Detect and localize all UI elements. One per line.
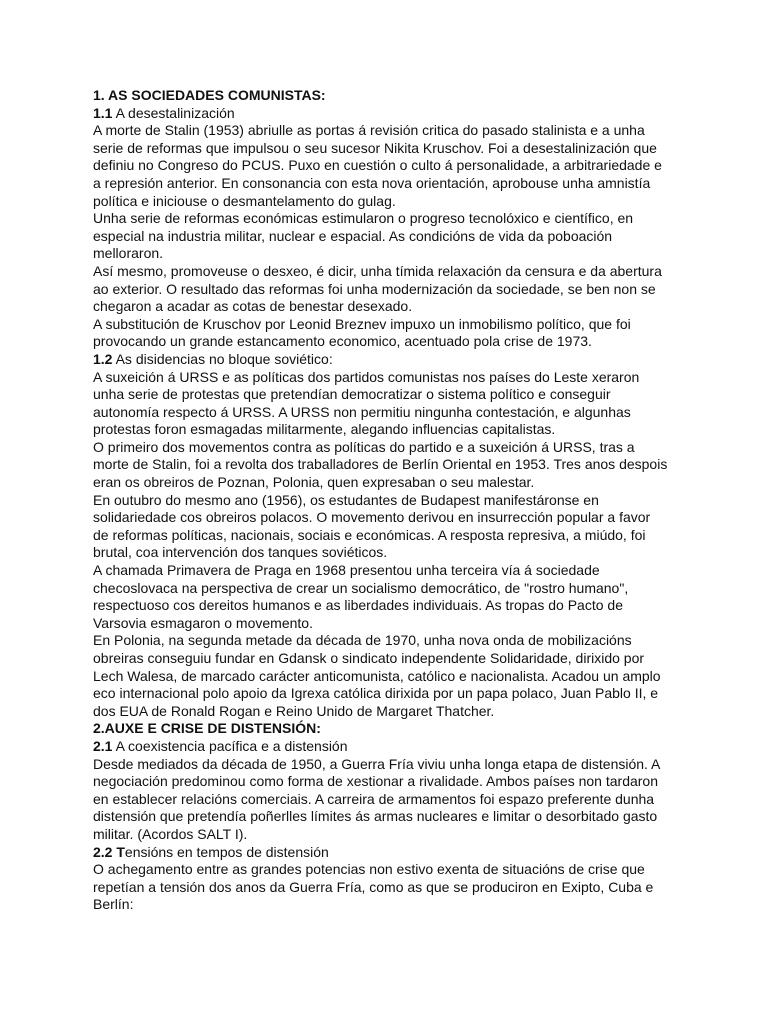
paragraph-block-1-1 [93,122,679,351]
paragraph-block-1-2 [93,369,679,721]
text-line: brutal, coa intervención dos tanques soviéticos. [93,544,388,561]
text-line: Unha serie de reformas económicas estimularon o progreso tecnolóxico e científico, en [93,210,634,227]
subsection-heading-1-2 [93,351,679,369]
text-line: solidariedade cos obreiros polacos. O movemento derivou en insurrección popular a favor [93,509,651,526]
text-line: Así mesmo, promoveuse o desxeo, é dicir, unha tímida relaxación da censura e da abertura [93,262,662,279]
text-line: O primeiro dos movementos contra as políticas do partido e a suxeición á URSS, tras a [93,438,635,455]
text-line: unha serie de protestas que pretendían democratizar o sistema político e conseguir [93,386,611,403]
text-line: A morte de Stalin (1953) abriulle as portas á revisión critica do pasado stalinista e a unha [93,122,645,139]
text-line: a represión anterior. En consonancia con esta nova orientación, aprobouse unha amnistía [93,174,651,191]
text-line: Berlín: [93,896,134,913]
text-line: en establecer relacións comerciais. A carreira de armamentos foi espazo preferente dunha [93,790,655,807]
subsection-title: ensións en tempos de distensión [124,843,329,860]
text-line: autonomía respecto á URSS. A URSS non permitiu ningunha contestación, e algunhas [93,403,631,420]
document-body [93,87,679,914]
text-line: morte de Stalin, foi a revolta dos traballadores de Berlín Oriental en 1953. Tres anos despois [93,456,668,473]
subsection-title: A desestalinización [112,104,235,121]
text-line: chegaron a acadar as cotas de benestar desexado. [93,298,413,315]
subsection-heading-2-1 [93,738,679,756]
text-line: negociación predominou como forma de xestionar a rivalidade. Ambos países non tardaron [93,773,658,790]
subsection-heading-1-1 [93,105,679,123]
text-line: política e iniciouse o desmantelamento do gulag. [93,192,396,209]
subsection-title: A coexistencia pacífica e a distensión [112,737,348,754]
text-line: protestas foron esmagadas militarmente, alegando influencias capitalistas. [93,421,556,438]
text-line: Lech Walesa, de marcado carácter anticomunista, católico e nacionalista. Acadou un amplo [93,667,661,684]
subsection-number: 2.2 T [93,843,125,860]
text-line: eco internacional polo apoio da Igrexa católica dirixida por un papa polaco, Juan Pablo II, e [93,685,659,702]
text-line: obreiras conseguiu fundar en Gdansk o sindicato independente Solidaridade, dirixido por [93,650,645,666]
text-line: de reformas políticas, nacionais, sociais e económicas. A resposta represiva, a miúdo, foi [93,526,646,543]
text-line: O achegamento entre as grandes potencias non estivo exenta de situacións de crise que [93,861,645,878]
text-line: En outubro do mesmo ano (1956), os estudantes de Budapest manifestáronse en [93,491,599,508]
text-line: En Polonia, na segunda metade da década de 1970, unha nova onda de mobilizacións [93,632,632,649]
text-line: Varsovia esmagaron o movemento. [93,614,313,631]
text-line: A substitución de Kruschov por Leonid Breznev impuxo un inmobilismo político, que foi [93,315,631,332]
text-line: A chamada Primavera de Praga en 1968 presentou unha terceira vía á sociedade [93,562,600,579]
text-line: checoslovaca na perspectiva de crear un socialismo democrático, de "rostro humano", [93,579,629,596]
section-heading-2: 2.AUXE E CRISE DE DISTENSIÓN: [93,720,321,737]
text-line: repetían a tensión dos anos da Guerra Fría, como as que se produciron en Exipto, Cuba e [93,878,654,895]
paragraph-block-2-1 [93,756,679,844]
text-line: serie de reformas que impulsou o seu sucesor Nikita Kruschov. Foi a desestalinización que [93,139,657,156]
text-line: militar. (Acordos SALT I). [93,825,248,842]
paragraph-block-2-2 [93,861,679,914]
text-line: definiu no Congreso do PCUS. Puxo en cuestión o culto á personalidade, a arbitrariedade e [93,157,662,174]
subsection-number: 1.1 [93,104,113,121]
text-line: dos EUA de Ronald Rogan e Reino Unido de Margaret Thatcher. [93,702,495,719]
text-line: respectuoso cos dereitos humanos e as liberdades individuais. As tropas do Pacto de [93,597,623,614]
text-line: especial na industria militar, nuclear e espacial. As condicións de vida da poboación [93,227,613,244]
subsection-heading-2-2 [93,844,679,862]
text-line: distensión que pretendía poñerlles límites ás armas nucleares e limitar o desorbitado gasto [93,808,658,825]
section-heading-1: 1. AS SOCIEDADES COMUNISTAS: [93,87,326,103]
text-line: A suxeición á URSS e as políticas dos partidos comunistas nos países do Leste xeraron [93,368,640,385]
subsection-number: 1.2 [93,350,113,367]
text-line: eran os obreiros de Poznan, Polonia, quen expresaban o seu malestar. [93,474,535,491]
text-line: melloraron. [93,245,164,262]
text-line: provocando un grande estancamento economico, acentuado pola crise de 1973. [93,333,592,350]
subsection-number: 2.1 [93,737,113,754]
text-line: ao exterior. O resultado das reformas foi unha modernización da sociedade, se ben non se [93,280,656,297]
subsection-title: As disidencias no bloque soviético: [112,350,333,367]
text-line: Desde mediados da década de 1950, a Guerra Fría viviu unha longa etapa de distensión. A [93,755,661,772]
